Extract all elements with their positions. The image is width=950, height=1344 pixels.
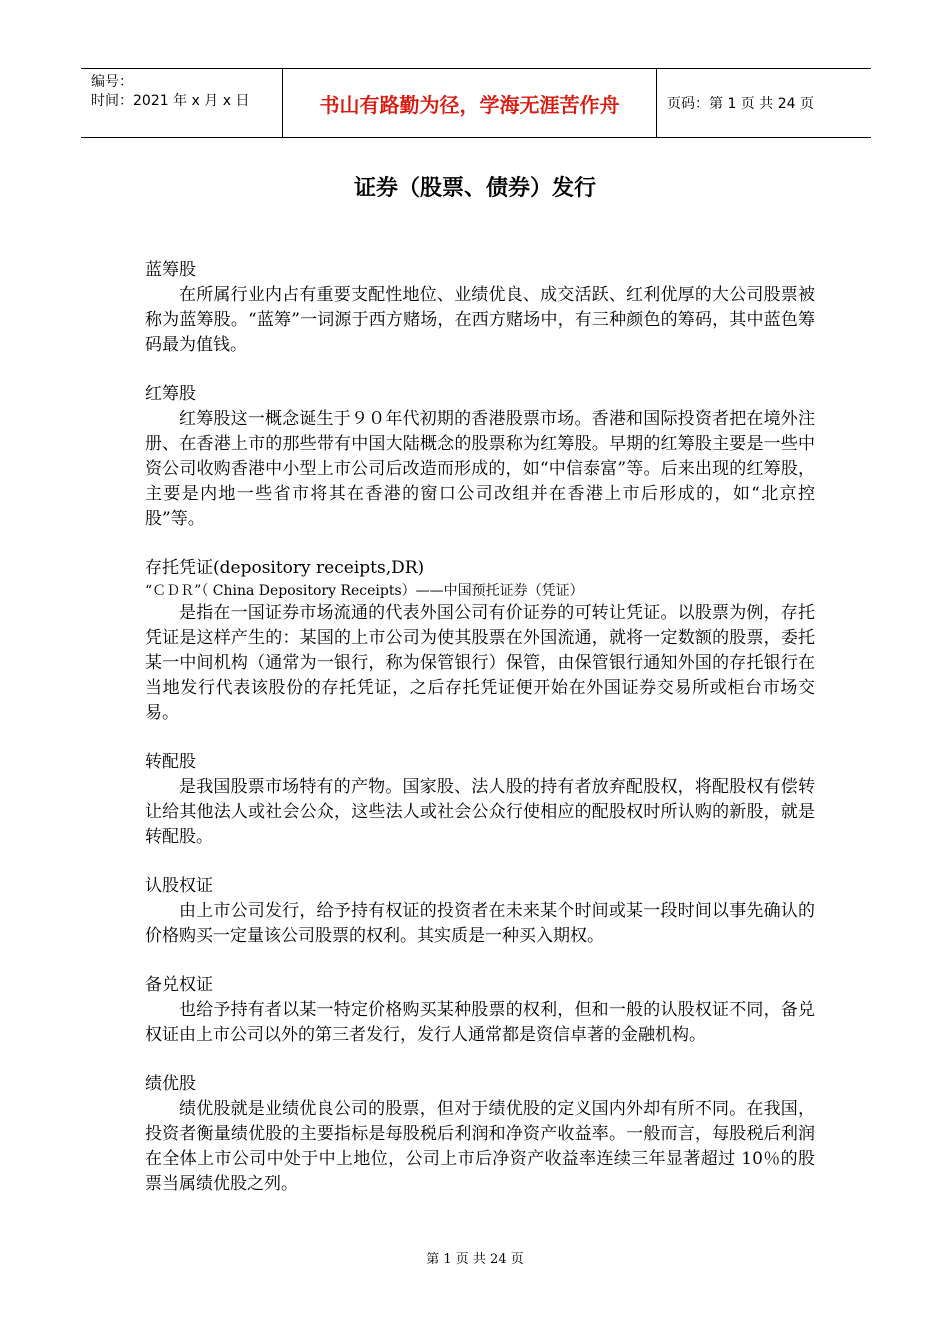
section-paragraph: 红筹股这一概念诞生于９０年代初期的香港股票市场。香港和国际投资者把在境外注册、在香港上市的那些带有中国大陆概念的股票称为红筹股。早期的红筹股主要是一些中资公司收购香港中小型上市公司后改造而形成的，如“中信泰富”等。后来出现的红筹股，主要是内地一些省市将其在香港的窗口公司改组并在香港上市后形成的，如“北京控股”等。 <box>145 409 815 529</box>
header-motto: 书山有路勤为径，学海无涯苦作舟 <box>283 69 657 137</box>
page-footer: 第 1 页 共 24 页 <box>426 1252 524 1267</box>
section-heading: 存托凭证(depository receipts,DR) <box>145 558 425 578</box>
section-heading: 蓝筹股 <box>145 260 196 280</box>
section-red-chip <box>145 382 815 532</box>
section-paragraph: 由上市公司发行，给予持有权证的投资者在未来某个时间或某一段时间以事先确认的价格购买一定量该公司股票的权利。其实质是一种买入期权。 <box>145 901 815 946</box>
time-label: 时间：2021 年 x 月 x 日 <box>91 93 250 109</box>
section-heading: 认股权证 <box>145 876 213 896</box>
section-paragraph: 是我国股票市场特有的产物。国家股、法人股的持有者放弃配股权，将配股权有偿转让给其他法人或社会公众，这些法人或社会公众行使相应的配股权时所认购的新股，就是转配股。 <box>145 777 815 847</box>
section-warrant <box>145 874 815 949</box>
section-heading: 红筹股 <box>145 384 196 404</box>
section-blue-ribbon-stock <box>145 1072 815 1197</box>
header-table <box>81 68 871 138</box>
section-subheading: “ＣＤＲ”（ China Depository Receipts）——中国预托证券（凭证） <box>145 583 584 599</box>
section-heading: 转配股 <box>145 752 196 772</box>
section-covered-warrant <box>145 973 815 1048</box>
section-heading: 绩优股 <box>145 1074 196 1094</box>
section-paragraph: 在所属行业内占有重要支配性地位、业绩优良、成交活跃、红利优厚的大公司股票被称为蓝筹股。“蓝筹”一词源于西方赌场，在西方赌场中，有三种颜色的筹码，其中蓝色筹码最为值钱。 <box>145 285 815 355</box>
document-body <box>145 258 815 1221</box>
document-title: 证券（股票、债券）发行 <box>353 176 596 201</box>
header-meta-cell <box>81 69 283 137</box>
header-page-code: 页码：第 1 页 共 24 页 <box>667 96 814 112</box>
section-blue-chip <box>145 258 815 358</box>
section-paragraph: 也给予持有者以某一特定价格购买某种股票的权利，但和一般的认股权证不同，备兑权证由上市公司以外的第三者发行，发行人通常都是资信卓著的金融机构。 <box>145 1000 815 1045</box>
section-heading: 备兑权证 <box>145 975 213 995</box>
section-paragraph: 绩优股就是业绩优良公司的股票，但对于绩优股的定义国内外却有所不同。在我国，投资者衡量绩优股的主要指标是每股税后利润和净资产收益率。一般而言，每股税后利润在全体上市公司中处于中上地位，公司上市后净资产收益率连续三年显著超过 10％的股票当属绩优股之列。 <box>145 1099 815 1194</box>
number-label: 编号： <box>91 74 133 90</box>
section-paragraph: 是指在一国证券市场流通的代表外国公司有价证券的可转让凭证。以股票为例，存托凭证是这样产生的：某国的上市公司为使其股票在外国流通，就将一定数额的股票，委托某一中间机构（通常为一银行，称为保管银行）保管，由保管银行通知外国的存托银行在当地发行代表该股份的存托凭证，之后存托凭证便开始在外国证券交易所或柜台市场交易。 <box>145 603 815 723</box>
section-depository-receipts <box>145 556 815 726</box>
section-transfer-allotment <box>145 750 815 850</box>
